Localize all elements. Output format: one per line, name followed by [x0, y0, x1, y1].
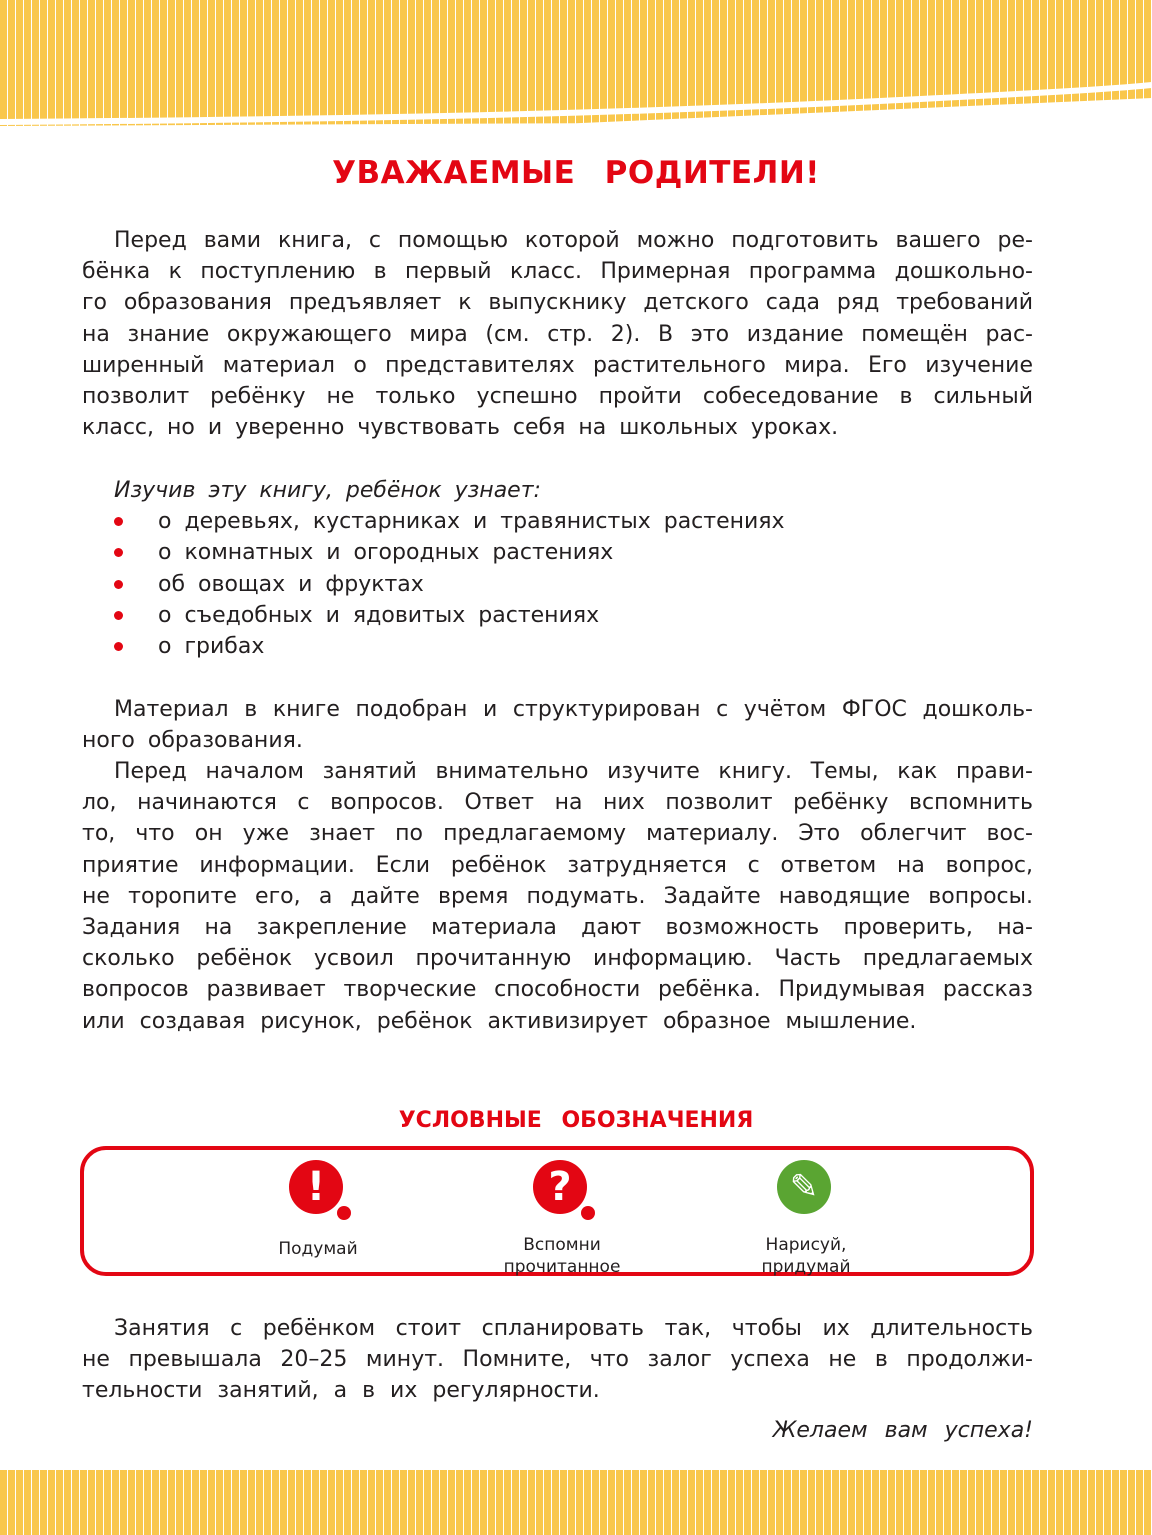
- text-line: позволит ребёнку не только успешно пройти собеседование в сильный: [82, 383, 1033, 409]
- list-item-text: о съедобных и ядовитых растениях: [158, 602, 600, 628]
- text-line: бёнка к поступлению в первый класс. Примерная программа дошкольно-: [82, 259, 1033, 285]
- text-line: го образования предъявляет к выпускнику детского сада ряд требований: [82, 290, 1033, 316]
- exclamation-icon: [283, 1160, 353, 1224]
- legend-title: УСЛОВНЫЕ ОБОЗНАЧЕНИЯ: [398, 1108, 754, 1133]
- legend-item-draw: [706, 1160, 906, 1278]
- closing-wish: Желаем вам успеха!: [772, 1418, 1033, 1443]
- intro-paragraph: [82, 225, 1033, 443]
- legend-box: [80, 1146, 1034, 1276]
- legend-label: Подумай: [278, 1239, 358, 1259]
- text-line: Перед вами книга, с помощью которой можно подготовить вашего ре-: [114, 228, 1033, 253]
- text-line: на знание окружающего мира (см. стр. 2). В это издание помещён рас-: [82, 321, 1033, 347]
- footer-stripes: [0, 1470, 1152, 1535]
- list-item: [82, 600, 1033, 631]
- paragraph-instructions: [82, 756, 1033, 1037]
- bullet-icon: [114, 548, 123, 557]
- list-intro: Изучив эту книгу, ребёнок узнает:: [114, 478, 541, 503]
- pencil-icon: [771, 1160, 841, 1224]
- text-line: ного образования.: [82, 728, 303, 754]
- list-item: [82, 506, 1033, 537]
- paragraph-duration: [82, 1313, 1033, 1407]
- text-line: не торопите его, а дайте время подумать. Задайте наводящие вопросы.: [82, 883, 1033, 909]
- bullet-icon: [114, 580, 123, 589]
- list-item-text: об овощах и фруктах: [158, 571, 424, 597]
- text-line: вопросов развивает творческие способности ребёнка. Придумывая рассказ: [82, 977, 1033, 1003]
- legend-label: Вспомни: [523, 1235, 601, 1255]
- text-line: класс, но и уверенно чувствовать себя на школьных уроках.: [82, 415, 839, 441]
- bullet-icon: [114, 517, 123, 526]
- icon-glyph: !: [289, 1160, 343, 1214]
- topics-list: [82, 475, 1033, 662]
- bullet-icon: [114, 642, 123, 651]
- list-item-text: о деревьях, кустарниках и травянистых растениях: [158, 509, 785, 535]
- legend-label: прочитанное: [503, 1257, 621, 1277]
- question-icon: [527, 1160, 597, 1224]
- text-line: не превышала 20–25 минут. Помните, что залог успеха не в продолжи-: [82, 1347, 1033, 1373]
- list-item: [82, 569, 1033, 600]
- list-item-text: о комнатных и огородных растениях: [158, 540, 614, 566]
- text-line: Занятия с ребёнком стоит спланировать так, чтобы их длительность: [114, 1316, 1033, 1341]
- list-item-text: о грибах: [158, 633, 265, 659]
- legend-item-think: [218, 1160, 418, 1260]
- icon-glyph: ✎: [777, 1160, 831, 1214]
- list-item: [82, 631, 1033, 662]
- text-line: тельности занятий, а в их регулярности.: [82, 1378, 600, 1404]
- paragraph-fgos: [82, 694, 1033, 756]
- legend-label: Нарисуй,: [765, 1235, 847, 1255]
- text-line: Материал в книге подобран и структурирован с учётом ФГОС дошколь-: [114, 697, 1033, 722]
- legend-item-remember: [462, 1160, 662, 1278]
- text-line: приятие информации. Если ребёнок затрудняется с ответом на вопрос,: [82, 852, 1033, 878]
- text-line: то, что он уже знает по предлагаемому материалу. Это облегчит вос-: [82, 821, 1033, 847]
- text-line: Задания на закрепление материала дают возможность проверить, на-: [82, 914, 1033, 940]
- bullet-icon: [114, 611, 123, 620]
- page-title: УВАЖАЕМЫЕ РОДИТЕЛИ!: [332, 155, 820, 191]
- text-line: сколько ребёнок усвоил прочитанную информацию. Часть предлагаемых: [82, 946, 1033, 972]
- legend-label: придумай: [761, 1257, 851, 1277]
- header-wave: [0, 0, 1152, 140]
- list-item: [82, 537, 1033, 568]
- icon-glyph: ?: [533, 1160, 587, 1214]
- text-line: или создавая рисунок, ребёнок активизирует образное мышление.: [82, 1008, 917, 1034]
- text-line: ширенный материал о представителях растительного мира. Его изучение: [82, 352, 1033, 378]
- text-line: ло, начинаются с вопросов. Ответ на них позволит ребёнку вспомнить: [82, 790, 1033, 816]
- text-line: Перед началом занятий внимательно изучите книгу. Темы, как прави-: [114, 759, 1033, 784]
